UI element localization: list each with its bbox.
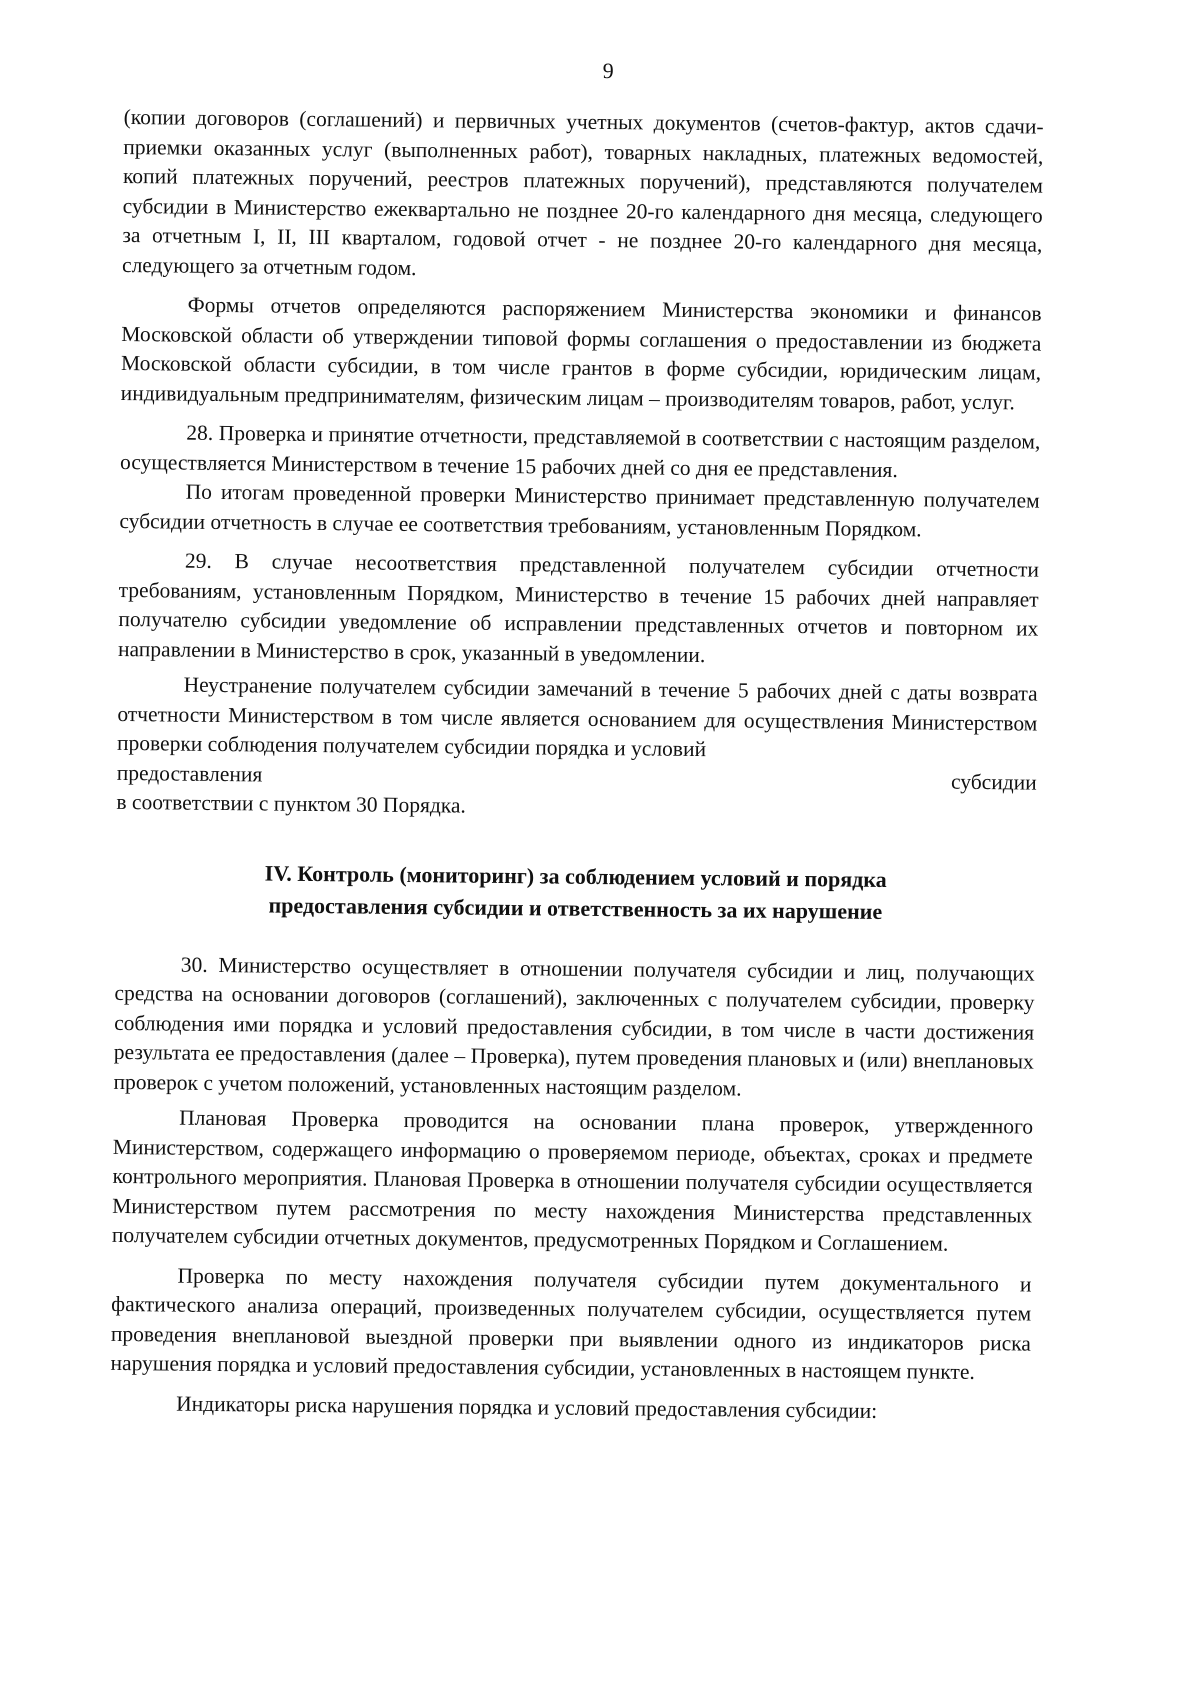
split-line-left: предоставления — [116, 760, 263, 786]
paragraph-onsite-check: Проверка по месту нахождения получателя субсидии путем документального и фактического анализа операций, произведенных получателем субсидии, осуществляется путем проведения внеплановой выездной проверки при выявлении одного из индикаторов риска нарушения порядка и условий предоставления субсидии, установленных в настоящем пункте. — [110, 1263, 1032, 1384]
paragraph-review-results: По итогам проведенной проверки Министерство принимает представленную получателем субсидии отчетность в случае ее соответствия требованиям, установленным Порядком. — [119, 479, 1040, 541]
paragraph-30: 30. Министерство осуществляет в отношении получателя субсидии и лиц, получающих средства на основании договоров (соглашений), заключенных с получателем субсидии, проверку соблюдения ими порядка и условий предоставления субсидии, в том числе в части достижения результата ее предоставления (далее – Проверка), путем проведения плановых и (или) внеплановых проверок с учетом положений, установленных настоящим разделом. — [113, 952, 1035, 1100]
section-heading-line-2: предоставления субсидии и ответственность за их нарушение — [268, 892, 883, 924]
paragraph-28: 28. Проверка и принятие отчетности, представляемой в соответствии с настоящим разделом, осуществляется Министерством в течение 15 рабочих дней со дня ее представления. — [119, 420, 1041, 482]
page-number: 9 — [602, 57, 614, 84]
section-heading-line-1: IV. Контроль (мониторинг) за соблюдением условий и порядка — [264, 859, 887, 892]
paragraph-risk-indicators: Индикаторы риска нарушения порядка и условий предоставления субсидии: — [176, 1391, 878, 1423]
paragraph-report-documents: (копии договоров (соглашений) и первичных учетных документов (счетов-фактур, актов сдачи-приемки оказанных услуг (выполненных работ), товарных накладных, платежных ведомостей, копий платежных поручений, реестров платежных поручений), представляются получателем субсидии в Министерство ежеквартально не позднее 20-го календарного дня месяца, следующего за отчетным I, II, III кварталом, годовой отчет - не позднее 20-го календарного дня месяца, следующего за отчетным годом. — [121, 104, 1044, 280]
paragraph-29: 29. В случае несоответствия представленной получателем субсидии отчетности требованиям, установленным Порядком, Министерство в течение 15 рабочих дней направляет получателю субсидии уведомление об исправлении представленных отчетов и повторном их направлении в Министерство в срок, указанный в уведомлении. — [117, 548, 1040, 667]
paragraph-non-elimination-tail: в соответствии с пунктом 30 Порядка. — [116, 789, 467, 818]
paragraph-planned-check: Плановая Проверка проводится на основании плана проверок, утвержденного Министерством, содержащего информацию о проверяемом периоде, объектах, сроках и предмете контрольного мероприятия. Плановая Проверка в отношении получателя субсидии осуществляется Министерством путем рассмотрения по месту нахождения Министерства представленных получателем субсидии отчетных документов, предусмотренных Порядком и Соглашением. — [111, 1105, 1034, 1256]
paragraph-report-forms: Формы отчетов определяются распоряжением Министерства экономики и финансов Московской области об утверждении типовой формы соглашения о предоставлении из бюджета Московской области субсидии, в том числе грантов в форме субсидии, юридическим лицам, индивидуальным предпринимателям, физическим лицам – производителям товаров, работ, услуг. — [120, 292, 1042, 414]
section-heading — [115, 855, 1036, 929]
document-body — [110, 103, 1044, 1428]
paragraph-non-elimination: Неустранение получателем субсидии замечаний в течение 5 рабочих дней с даты возврата отчетности Министерством в том числе является основанием для осуществления Министерством проверки соблюдения получателем субсидии порядка и условий — [116, 672, 1038, 762]
split-line-right: субсидии — [950, 769, 1037, 795]
